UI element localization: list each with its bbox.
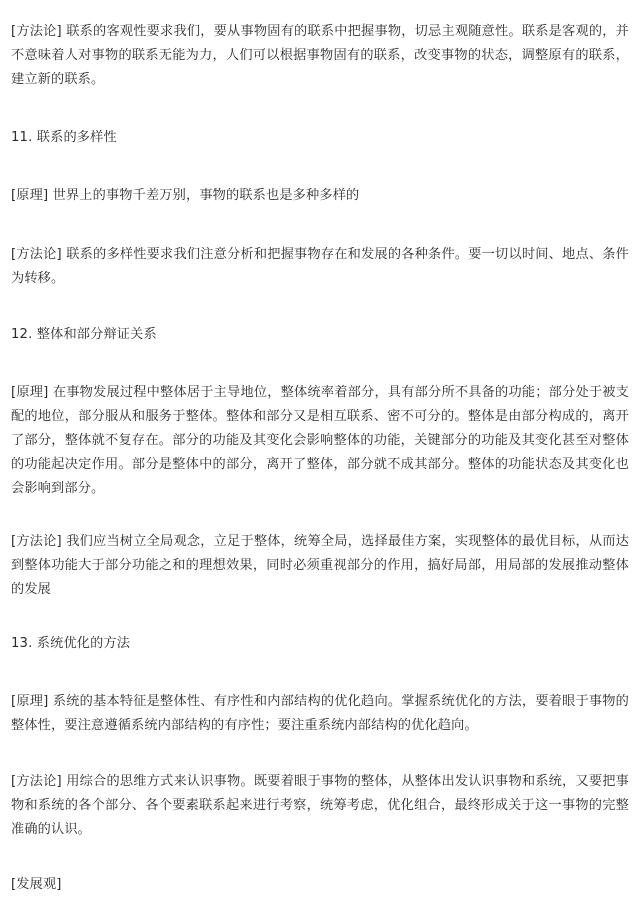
section-heading-development: [发展观]	[11, 877, 62, 892]
section-heading-12: 12. 整体和部分辩证关系	[11, 327, 157, 342]
paragraph-principle-system: [原理] 系统的基本特征是整体性、有序性和内部结构的优化趋向。掌握系统优化的方法，要着眼于事物的整体性，要注意遵循系统内部结构的有序性；要注重系统内部结构的优化趋向。	[11, 694, 629, 733]
paragraph-principle-whole-part: [原理] 在事物发展过程中整体居于主导地位，整体统率着部分，具有部分所不具备的功能；部分处于被支配的地位，部分服从和服务于整体。整体和部分又是相互联系、密不可分的。整体是由部分构成的，离开了部分，整体就不复存在。部分的功能及其变化会影响整体的功能，关键部分的功能及其变化甚至对整体的功能起决定作用。部分是整体中的部分，离开了整体，部分就不成其部分。整体的功能状态及其变化也会影响到部分。	[11, 385, 629, 496]
paragraph-methodology-system: [方法论] 用综合的思维方式来认识事物。既要着眼于事物的整体，从整体出发认识事物和系统，又要把事物和系统的各个部分、各个要素联系起来进行考察，统筹考虑，优化组合，最终形成关于这一事物的完整准确的认识。	[11, 774, 629, 837]
paragraph-methodology-diversity: [方法论] 联系的多样性要求我们注意分析和把握事物存在和发展的各种条件。要一切以时间、地点、条件为转移。	[11, 247, 629, 286]
section-heading-13: 13. 系统优化的方法	[11, 636, 131, 651]
paragraph-methodology-objectivity: [方法论] 联系的客观性要求我们，要从事物固有的联系中把握事物，切忌主观随意性。联系是客观的，并不意味着人对事物的联系无能为力，人们可以根据事物固有的联系，改变事物的状态，调整原有的联系，建立新的联系。	[11, 24, 629, 87]
section-heading-11: 11. 联系的多样性	[11, 130, 117, 145]
paragraph-methodology-whole-part: [方法论] 我们应当树立全局观念，立足于整体，统筹全局，选择最佳方案，实现整体的最优目标，从而达到整体功能大于部分功能之和的理想效果，同时必须重视部分的作用，搞好局部，用局部的发展推动整体的发展	[11, 534, 629, 597]
paragraph-principle-diversity: [原理] 世界上的事物千差万别，事物的联系也是多种多样的	[11, 188, 360, 203]
